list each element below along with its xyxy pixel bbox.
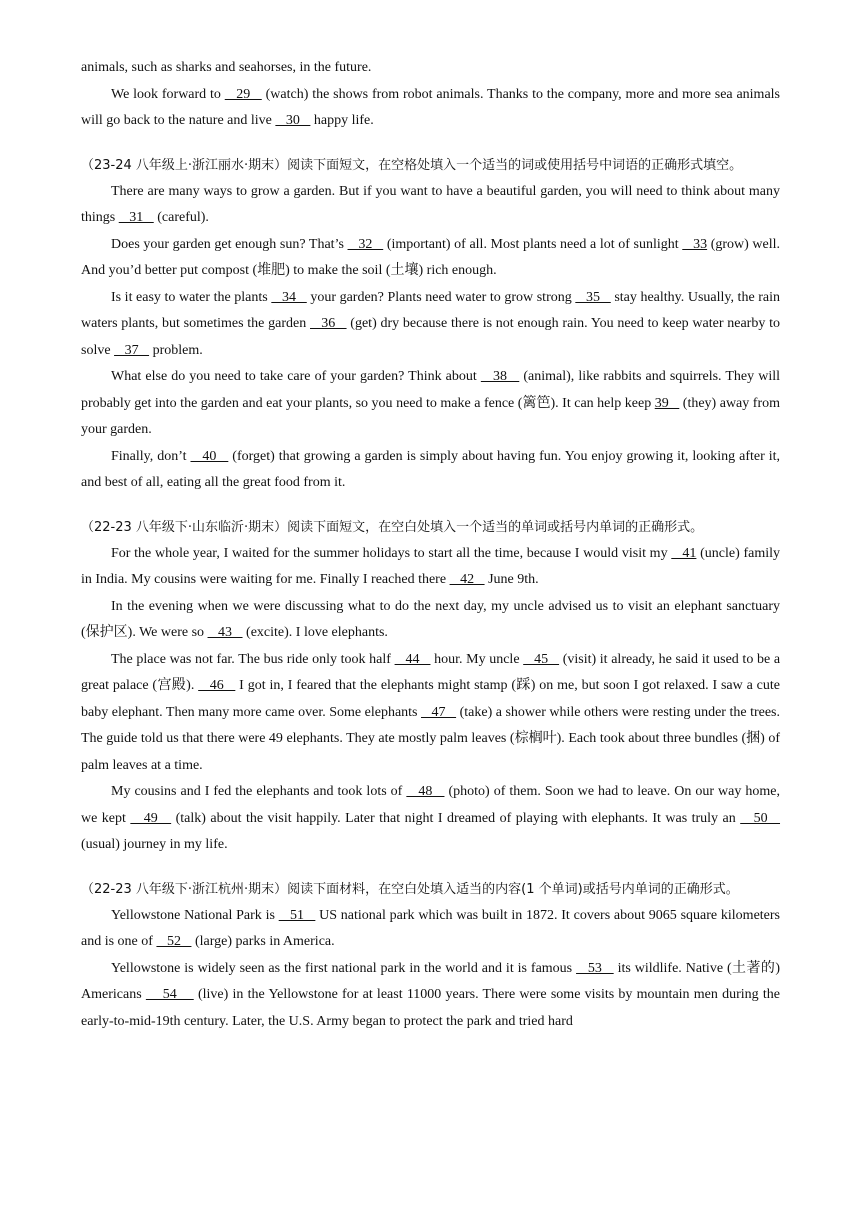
answer-blank[interactable]: 42 [449,572,485,587]
answer-blank[interactable]: 33 [682,236,708,252]
passage-paragraph: There are many ways to grow a garden. But if you want to have a beautiful garden, you will need to think about many things 31 (careful). [81,183,780,225]
intro-paragraph: animals, such as sharks and seahorses, in the future. [81,60,372,75]
answer-blank[interactable]: 34 [271,289,307,305]
section-gap [81,859,780,877]
answer-blank[interactable]: 40 [190,448,229,464]
answer-blank[interactable]: 38 [480,369,520,384]
document-page [81,55,780,1035]
intro-paragraph: We look forward to 29 (watch) the shows from robot animals. Thanks to the company, more and more sea animals will go back to the nature and live 30 happy life. [81,86,781,128]
passage-paragraph: My cousins and I fed the elephants and took lots of 48 (photo) of them. Soon we had to leave. On our way home, we kept 49 (talk) about the visit happily. Later that night I dreamed of playing with elephants. It was truly an 50 (usual) journey in my life. [81,784,781,852]
answer-blank[interactable]: 39 [654,395,680,411]
passage-paragraph: What else do you need to take care of your garden? Think about 38 (animal), like rabbits and squirrels. They will probably get into the garden and eat your plants, so you need to make a fence (篱笆). It can help keep 39 (they) away from your garden. [81,369,781,437]
answer-blank[interactable]: 49 [130,810,172,826]
answer-blank[interactable]: 46 [198,678,236,693]
answer-blank[interactable]: 31 [118,210,154,225]
answer-blank[interactable]: 35 [575,289,611,305]
answer-blank[interactable]: 50 [740,810,781,826]
answer-blank[interactable]: 41 [671,545,697,561]
passage-paragraph: Is it easy to water the plants 34 your garden? Plants need water to grow strong 35 stay healthy. Usually, the rain waters plants, but sometimes the garden 36 (get) dry because there is not enough rain. You need to keep water nearby to solve 37 problem. [81,289,780,358]
answer-blank[interactable]: 43 [207,625,243,640]
passage-paragraph: Yellowstone National Park is 51 US national park which was built in 1872. It covers about 9065 square kilometers and is one of 52 (large) parks in America. [81,907,780,949]
section-gap [81,135,780,153]
section-gap [81,497,780,515]
answer-blank[interactable]: 52 [156,934,192,949]
answer-blank[interactable]: 47 [421,704,457,720]
passage-paragraph: Does your garden get enough sun? That’s 32 (important) of all. Most plants need a lot of sunlight 33 (grow) well. And you’d better put compost (堆肥) to make the soil (土壤) rich enough. [81,236,781,278]
answer-blank[interactable]: 51 [278,907,316,923]
answer-blank[interactable]: 37 [114,342,150,358]
passage-paragraph: Finally, don’t 40 (forget) that growing a garden is simply about having fun. You enjoy growing it, looking after it, and best of all, eating all the great food from it. [81,448,780,490]
answer-blank[interactable]: 32 [347,236,384,252]
intro-passage-tail [81,55,780,135]
answer-blank[interactable]: 48 [406,784,445,799]
passage-paragraph: For the whole year, I waited for the summer holidays to start all the time, because I would visit my 41 (uncle) family in India. My cousins were waiting for me. Finally I reached there 42 June 9th. [81,545,781,587]
exercise-sections [81,135,780,1036]
passage-paragraph: In the evening when we were discussing what to do the next day, my uncle advised us to visit an elephant sanctuary (保护区). We were so 43 (excite). I love elephants. [81,598,780,640]
passage-paragraph: Yellowstone is widely seen as the first national park in the world and it is famous 53 its wildlife. Native (土著的) Americans 54 (live) in the Yellowstone for at least 11000 years. There were some visits by mountain men during the early-to-mid-19th century. Later, the U.S. Army began to protect the park and tried hard [81,960,781,1029]
answer-blank[interactable]: 30 [275,113,311,128]
answer-blank[interactable]: 54 [145,987,194,1002]
answer-blank[interactable]: 44 [394,651,431,667]
section-heading: （22-23 八年级下·浙江杭州·期末）阅读下面材料，在空白处填入适当的内容(1 个单词)或括号内单词的正确形式。 [81,881,739,897]
answer-blank[interactable]: 45 [523,651,560,667]
section-heading: （23-24 八年级上·浙江丽水·期末）阅读下面短文，在空格处填入一个适当的词或使用括号中词语的正确形式填空。 [81,157,743,173]
answer-blank[interactable]: 53 [576,960,614,976]
section-heading: （22-23 八年级下·山东临沂·期末）阅读下面短文，在空白处填入一个适当的单词或括号内单词的正确形式。 [81,519,704,535]
answer-blank[interactable]: 36 [310,316,347,331]
passage-paragraph: The place was not far. The bus ride only took half 44 hour. My uncle 45 (visit) it already, he said it used to be a great palace (宫殿). 46 I got in, I feared that the elephants might stamp (踩) on me, but soon I got relaxed. I saw a cute baby elephant. Then many more came over. Some elephants 47 (take) a shower while others were resting under the trees. The guide told us that there were 49 elephants. They ate mostly palm leaves (棕榈叶). Each took about three bundles (捆) of palm leaves at a time. [81,651,781,773]
answer-blank[interactable]: 29 [224,86,262,102]
